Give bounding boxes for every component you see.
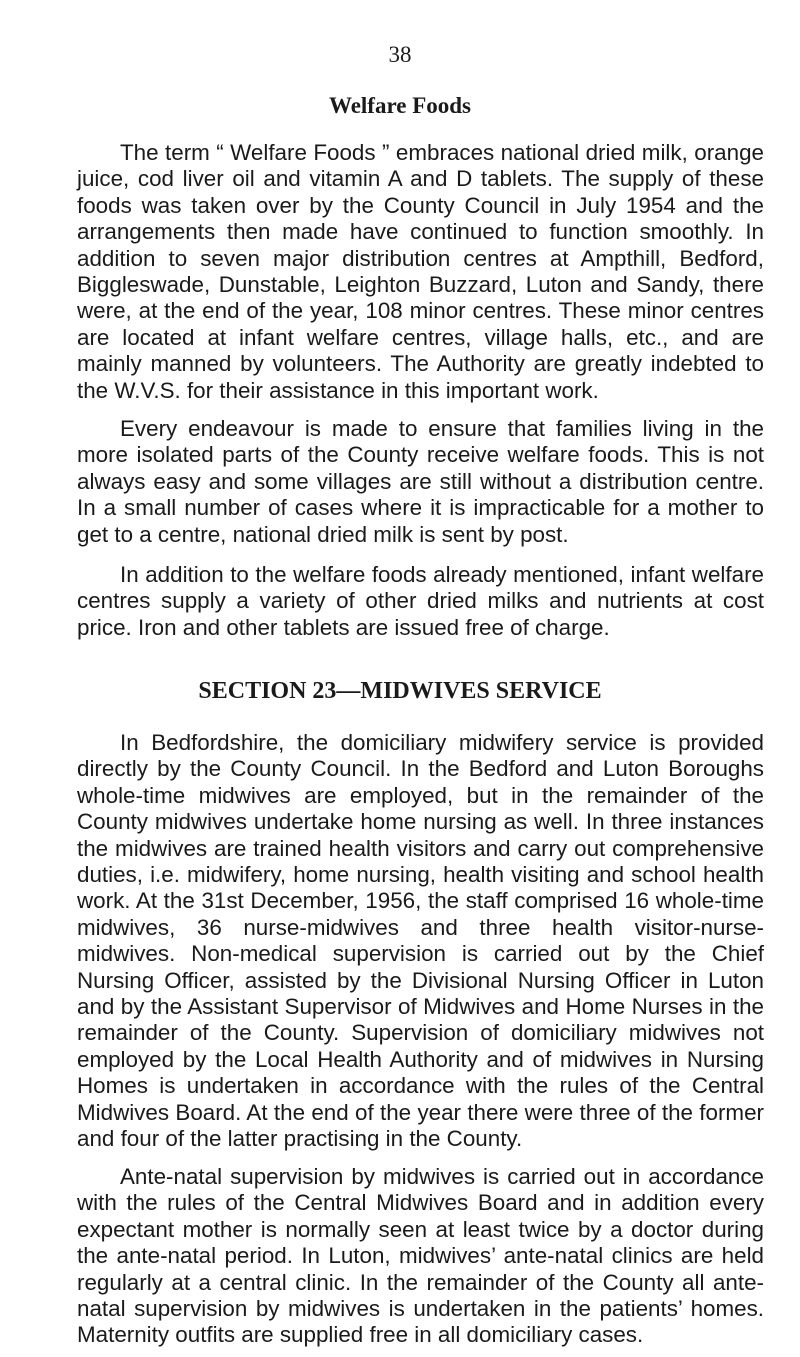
welfare-foods-paragraph-2: Every endeavour is made to ensure that families living in the more isolated parts of the County receive welfare foods. This is not always easy and some villages are still without a distribution centre. In a small number of cases where it is impracticable for a mother to get to a centre, national dried milk is sent by post. (77, 416, 764, 547)
welfare-foods-paragraph-3: In addition to the welfare foods already mentioned, infant welfare centres supply a variety of other dried milks and nutrients at cost price. Iron and other tablets are issued free of charge. (77, 562, 764, 640)
midwives-paragraph-2: Ante-natal supervision by midwives is carried out in accordance with the rules of the Central Midwives Board and in addition every expectant mother is normally seen at least twice by a doctor during the ante-natal period. In Luton, midwives’ ante-natal clinics are held regularly at a central clinic. In the remainder of the County all ante-natal supervision by midwives is undertaken in the patients’ homes. Maternity outfits are supplied free in all domiciliary cases. (77, 1164, 764, 1348)
midwives-paragraph-1: In Bedfordshire, the domiciliary midwifery service is provided directly by the County Council. In the Bedford and Luton Boroughs whole-time midwives are employed, but in the remainder of the County midwives undertake home nursing as well. In three instances the midwives are trained health visitors and carry out comprehensive duties, i.e. midwifery, home nursing, health visiting and school health work. At the 31st December, 1956, the staff comprised 16 whole-time midwives, 36 nurse-midwives and three health visitor-nurse-midwives. Non-medical supervision is carried out by the Chief Nursing Officer, assisted by the Divisional Nursing Officer in Luton and by the Assistant Supervisor of Midwives and Home Nurses in the remainder of the County. Supervision of domiciliary midwives not employed by the Local Health Authority and of midwives in Nursing Homes is undertaken in accordance with the rules of the Central Midwives Board. At the end of the year there were three of the former and four of the latter practising in the County. (77, 730, 764, 1152)
midwives-section-heading: SECTION 23—MIDWIVES SERVICE (198, 678, 602, 704)
welfare-foods-paragraph-1: The term “ Welfare Foods ” embraces national dried milk, orange juice, cod liver oil and vitamin A and D tablets. The supply of these foods was taken over by the County Council in July 1954 and the arrangements then made have continued to function smoothly. In addition to seven major distribution centres at Ampthill, Bedford, Biggleswade, Dunstable, Leighton Buzzard, Luton and Sandy, there were, at the end of the year, 108 minor centres. These minor centres are located at infant welfare centres, village halls, etc., and are mainly manned by volunteers. The Authority are greatly indebted to the W.V.S. for their assistance in this important work. (77, 140, 764, 403)
page-number: 38 (388, 42, 412, 67)
welfare-foods-heading: Welfare Foods (328, 93, 472, 118)
